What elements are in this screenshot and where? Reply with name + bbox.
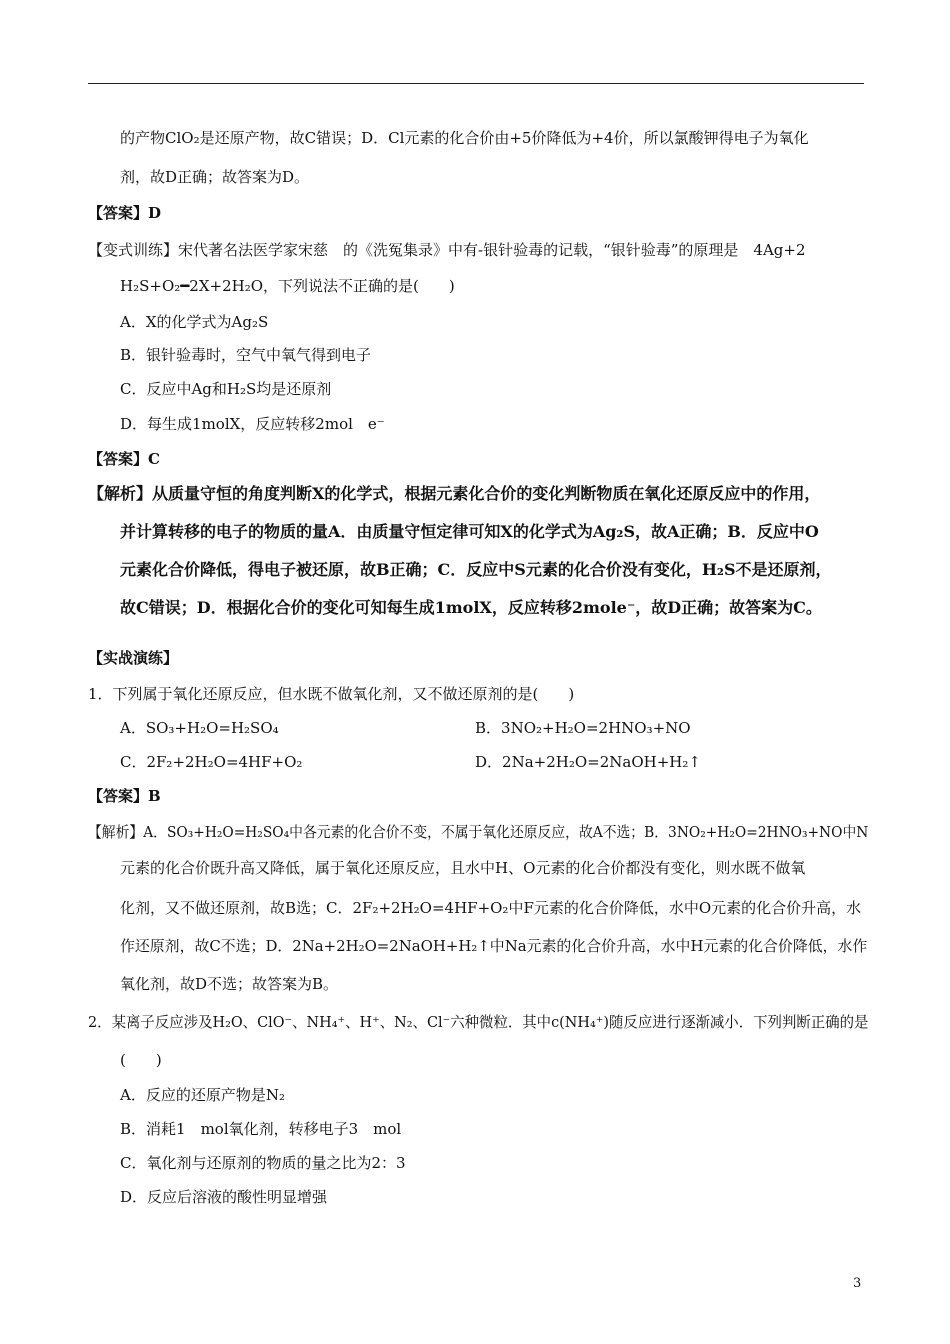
q1-option-b: B．3NO₂+H₂O=2HNO₃+NO bbox=[475, 719, 691, 737]
q1-analysis-4: 作还原剂，故C不选；D．2Na+2H₂O=2NaOH+H₂↑中Na元素的化合价升高，水中H元素的化合价降低，水作 bbox=[120, 937, 868, 955]
variant-answer: 【答案】C bbox=[88, 450, 160, 468]
q2-option-c: C．氧化剂与还原剂的物质的量之比为2：3 bbox=[120, 1154, 406, 1172]
q1-answer: 【答案】B bbox=[88, 787, 161, 805]
q1-analysis-2: 元素的化合价既升高又降低，属于氧化还原反应，且水中H、O元素的化合价都没有变化，则水既不做氧 bbox=[120, 859, 806, 877]
q1-analysis-3: 化剂，又不做还原剂，故B选；C．2F₂+2H₂O=4HF+O₂中F元素的化合价降低，水中O元素的化合价升高，水 bbox=[120, 899, 862, 917]
variant-option-c: C．反应中Ag和H₂S均是还原剂 bbox=[120, 380, 332, 398]
variant-option-a: A．X的化学式为Ag₂S bbox=[120, 313, 269, 331]
page-number: 3 bbox=[853, 1276, 862, 1291]
practice-heading: 【实战演练】 bbox=[88, 649, 179, 667]
variant-analysis-1: 【解析】从质量守恒的角度判断X的化学式，根据元素化合价的变化判断物质在氧化还原反应中的作用， bbox=[88, 484, 821, 503]
q2-option-a: A．反应的还原产物是N₂ bbox=[120, 1086, 285, 1104]
q2-stem-2: ( ) bbox=[120, 1051, 162, 1069]
q1-option-d: D．2Na+2H₂O=2NaOH+H₂↑ bbox=[475, 753, 701, 771]
q2-option-d: D．反应后溶液的酸性明显增强 bbox=[120, 1188, 328, 1206]
variant-analysis-2: 并计算转移的电子的物质的量A．由质量守恒定律可知X的化学式为Ag₂S，故A正确；B．反应中O bbox=[120, 522, 819, 541]
header-rule bbox=[88, 83, 864, 84]
q1-option-c: C．2F₂+2H₂O=4HF+O₂ bbox=[120, 753, 303, 771]
prev-answer: 【答案】D bbox=[88, 204, 162, 222]
variant-option-d: D．每生成1molX，反应转移2mol e⁻ bbox=[120, 415, 385, 433]
variant-analysis-3: 元素化合价降低，得电子被还原，故B正确；C．反应中S元素的化合价没有变化，H₂S不是还原剂， bbox=[120, 560, 832, 579]
q2-stem-1: 2．某离子反应涉及H₂O、ClO⁻、NH₄⁺、H⁺、N₂、Cl⁻六种微粒．其中c(NH₄⁺)随反应进行逐渐减小．下列判断正确的是 bbox=[88, 1013, 869, 1031]
q2-option-b: B．消耗1 mol氧化剂，转移电子3 mol bbox=[120, 1120, 402, 1138]
prev-line-1: 的产物ClO₂是还原产物，故C错误；D．Cl元素的化合价由+5价降低为+4价，所以氯酸钾得电子为氧化 bbox=[120, 129, 809, 147]
prev-line-2: 剂，故D正确；故答案为D。 bbox=[120, 168, 310, 186]
variant-stem-2: H₂S+O₂━2X+2H₂O，下列说法不正确的是( ) bbox=[120, 277, 455, 295]
q1-analysis-5: 氧化剂，故D不选；故答案为B。 bbox=[120, 975, 339, 993]
variant-stem-1: 【变式训练】宋代著名法医学家宋慈 的《洗冤集录》中有-银针验毒的记载，“银针验毒”的原理是 4Ag+2 bbox=[88, 241, 806, 259]
q1-analysis-1: 【解析】A．SO₃+H₂O=H₂SO₄中各元素的化合价不变，不属于氧化还原反应，故A不选；B．3NO₂+H₂O=2HNO₃+NO中N bbox=[88, 823, 869, 841]
variant-analysis-4: 故C错误；D．根据化合价的变化可知每生成1molX，反应转移2mole⁻，故D正确；故答案为C。 bbox=[120, 598, 822, 617]
variant-option-b: B．银针验毒时，空气中氧气得到电子 bbox=[120, 346, 372, 364]
q1-stem: 1．下列属于氧化还原反应，但水既不做氧化剂，又不做还原剂的是( ) bbox=[88, 685, 575, 703]
q1-option-a: A．SO₃+H₂O=H₂SO₄ bbox=[120, 719, 279, 737]
